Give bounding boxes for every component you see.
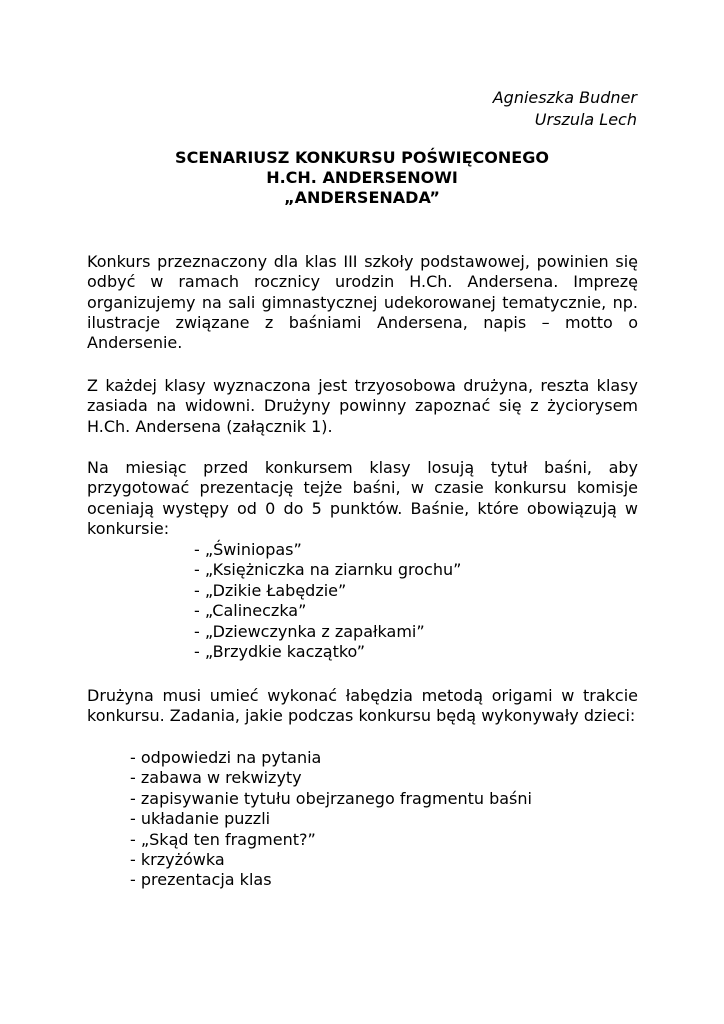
paragraph-month: Na miesiąc przed konkursem klasy losują tytuł baśni, aby przygotować prezentację tejże baśni, w czasie konkursu komisje oceniają występy od 0 do 5 punktów. Baśnie, które obowiązują w konkursie:: [87, 458, 638, 538]
title-line: SCENARIUSZ KONKURSU POŚWIĘCONEGO: [175, 148, 549, 167]
paragraph-teams: Z każdej klasy wyznaczona jest trzyosobowa drużyna, reszta klasy zasiada na widowni. Drużyny powinny zapoznać się z życiorysem H.Ch. Andersena (załącznik 1).: [87, 376, 638, 436]
authors-block: [493, 87, 637, 131]
fairy-tales-list: [194, 540, 461, 662]
tasks-list: [130, 748, 532, 891]
list-item: - krzyżówka: [130, 850, 225, 870]
author-name: Agnieszka Budner: [492, 88, 637, 107]
list-item: - „Brzydkie kaczątko”: [194, 642, 366, 662]
list-item: - „Skąd ten fragment?”: [130, 829, 316, 849]
list-item: - „Dzikie Łabędzie”: [194, 580, 347, 600]
list-item: - układanie puzzli: [130, 809, 271, 829]
paragraph-origami: Drużyna musi umieć wykonać łabędzia metodą origami w trakcie konkursu. Zadania, jakie podczas konkursu będą wykonywały dzieci:: [87, 686, 638, 726]
author-name: Urszula Lech: [534, 110, 637, 129]
list-item: - odpowiedzi na pytania: [130, 748, 322, 767]
title-line: H.CH. ANDERSENOWI: [266, 168, 458, 187]
list-item: - „Świniopas”: [194, 540, 302, 559]
list-item: - „Księżniczka na ziarnku grochu”: [194, 560, 462, 580]
list-item: - zabawa w rekwizyty: [130, 768, 302, 788]
list-item: - prezentacja klas: [130, 870, 272, 890]
document-title: [0, 148, 724, 208]
title-line: „ANDERSENADA”: [284, 188, 440, 207]
list-item: - „Calineczka”: [194, 601, 307, 621]
list-item: - zapisywanie tytułu obejrzanego fragmentu baśni: [130, 788, 532, 808]
paragraph-intro: Konkurs przeznaczony dla klas III szkoły podstawowej, powinien się odbyć w ramach rocznicy urodzin H.Ch. Andersena. Imprezę organizujemy na sali gimnastycznej udekorowanej tematycznie, np. ilustracje związane z baśniami Andersena, napis – motto o Andersenie.: [87, 252, 638, 353]
list-item: - „Dziewczynka z zapałkami”: [194, 621, 425, 641]
